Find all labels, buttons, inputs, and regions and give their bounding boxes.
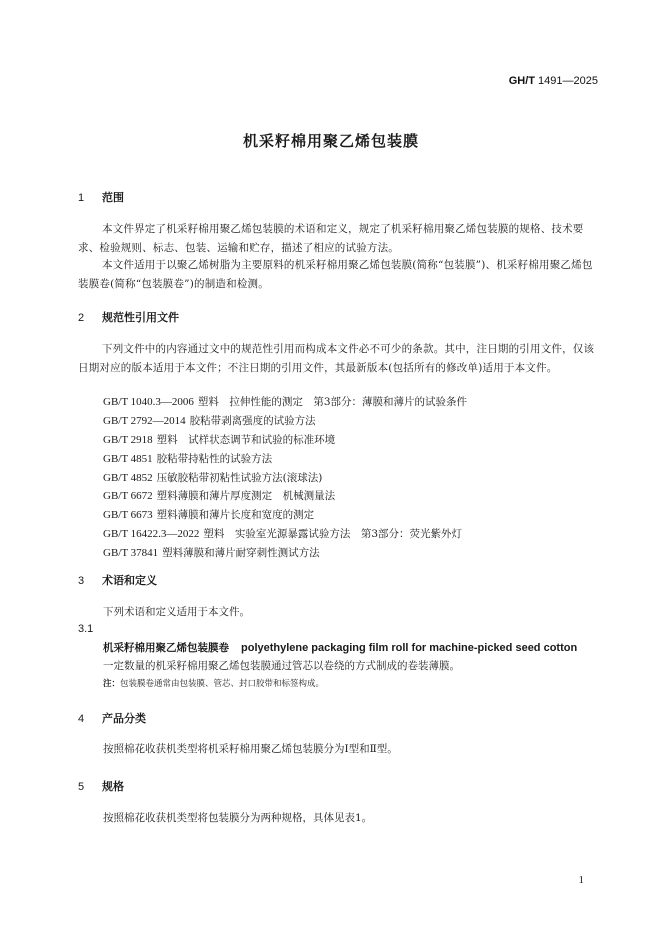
- section-4-number: 4: [78, 713, 85, 725]
- section-3-heading: [78, 572, 157, 588]
- reference-title: 塑料 拉伸性能的测定 第3部分：薄膜和薄片的试验条件: [197, 396, 468, 408]
- section-2-number: 2: [78, 312, 85, 324]
- reference-code: GB/T 6673: [103, 509, 153, 522]
- section-3-number: 3: [78, 575, 85, 587]
- reference-title: 塑料薄膜和薄片长度和宽度的测定: [156, 509, 315, 522]
- note-text: 包装膜卷通常由包装膜、管芯、封口胶带和标签构成。: [120, 679, 325, 689]
- reference-code: GB/T 2792—2014: [103, 414, 186, 427]
- reference-item: [103, 525, 467, 544]
- section-4-heading: [78, 710, 146, 726]
- reference-item: [103, 469, 467, 488]
- section-4-text: 按照棉花收获机类型将机采籽棉用聚乙烯包装膜分为Ⅰ型和Ⅱ型。: [103, 743, 398, 755]
- document-title: 机采籽棉用聚乙烯包装膜: [242, 132, 419, 150]
- reference-code: GB/T 1040.3—2006: [103, 396, 194, 408]
- section-2-heading: [78, 309, 179, 325]
- section-2-title: 规范性引用文件: [102, 311, 179, 324]
- document-code: [509, 75, 598, 87]
- reference-item: [103, 450, 467, 469]
- section-3-intro: 下列术语和定义适用于本文件。: [103, 606, 250, 618]
- section-3-title: 术语和定义: [102, 574, 157, 587]
- reference-item: [103, 544, 467, 563]
- reference-item: [103, 431, 467, 450]
- section-5-text: 按照棉花收获机类型将包装膜分为两种规格，具体见表1。: [103, 812, 373, 824]
- normative-reference-list: [103, 393, 467, 563]
- reference-code: GB/T 4851: [103, 452, 153, 465]
- reference-code: GB/T 4852: [103, 471, 153, 484]
- reference-item: [103, 412, 467, 431]
- section-1-heading: [78, 189, 124, 205]
- reference-title: 塑料 试样状态调节和试验的标准环境: [156, 433, 336, 446]
- reference-title: 塑料薄膜和薄片耐穿刺性测试方法: [162, 547, 320, 560]
- reference-item: [103, 506, 467, 525]
- section-5-title: 规格: [102, 780, 124, 793]
- section-1-paragraph-2: 本文件适用于以聚乙烯树脂为主要原料的机采籽棉用聚乙烯包装膜(简称“包装膜”)、机采籽棉用聚乙烯包装膜卷(简称“包装膜卷”)的制造和检测。: [78, 259, 593, 290]
- term-chinese: 机采籽棉用聚乙烯包装膜卷: [103, 642, 229, 654]
- reference-item: [103, 393, 467, 412]
- section-1-paragraph-1: 本文件界定了机采籽棉用聚乙烯包装膜的术语和定义，规定了机采籽棉用聚乙烯包装膜的规格、技术要求、检验规则、标志、包装、运输和贮存，描述了相应的试验方法。: [78, 223, 584, 254]
- term-entry: [103, 640, 577, 655]
- section-5-number: 5: [78, 781, 85, 793]
- reference-title: 胶粘带持粘性的试验方法: [156, 452, 273, 465]
- document-code-number: 1491—2025: [538, 75, 598, 87]
- reference-title: 压敏胶粘带初粘性试验方法(滚球法): [156, 471, 323, 484]
- reference-title: 塑料 实验室光源暴露试验方法 第3部分：荧光紫外灯: [203, 528, 463, 541]
- term-english: polyethylene packaging film roll for machine-picked seed cotton: [241, 642, 578, 654]
- reference-code: GB/T 2918: [103, 433, 153, 446]
- reference-code: GB/T 6672: [103, 490, 153, 503]
- reference-item: [103, 487, 467, 506]
- reference-code: GB/T 16422.3—2022: [103, 528, 200, 541]
- reference-title: 塑料薄膜和薄片厚度测定 机械测量法: [156, 490, 336, 503]
- section-4-title: 产品分类: [102, 712, 146, 725]
- term-number: 3.1: [78, 623, 94, 635]
- section-1-number: 1: [78, 192, 85, 204]
- reference-title: 胶粘带剥离强度的试验方法: [189, 414, 316, 427]
- page-number: 1: [578, 874, 584, 886]
- section-1-title: 范围: [102, 191, 124, 204]
- reference-code: GB/T 37841: [103, 547, 159, 560]
- section-5-heading: [78, 778, 124, 794]
- section-2-intro: 下列文件中的内容通过文中的规范性引用而构成本文件必不可少的条款。其中，注日期的引用文件，仅该日期对应的版本适用于本文件；不注日期的引用文件，其最新版本(包括所有的修改单)适用于本文件。: [78, 343, 595, 374]
- term-note: [103, 677, 324, 689]
- note-label: 注：: [103, 679, 121, 689]
- term-definition: 一定数量的机采籽棉用聚乙烯包装膜通过管芯以卷绕的方式制成的卷装薄膜。: [103, 660, 460, 672]
- document-code-prefix: GH/T: [508, 75, 535, 87]
